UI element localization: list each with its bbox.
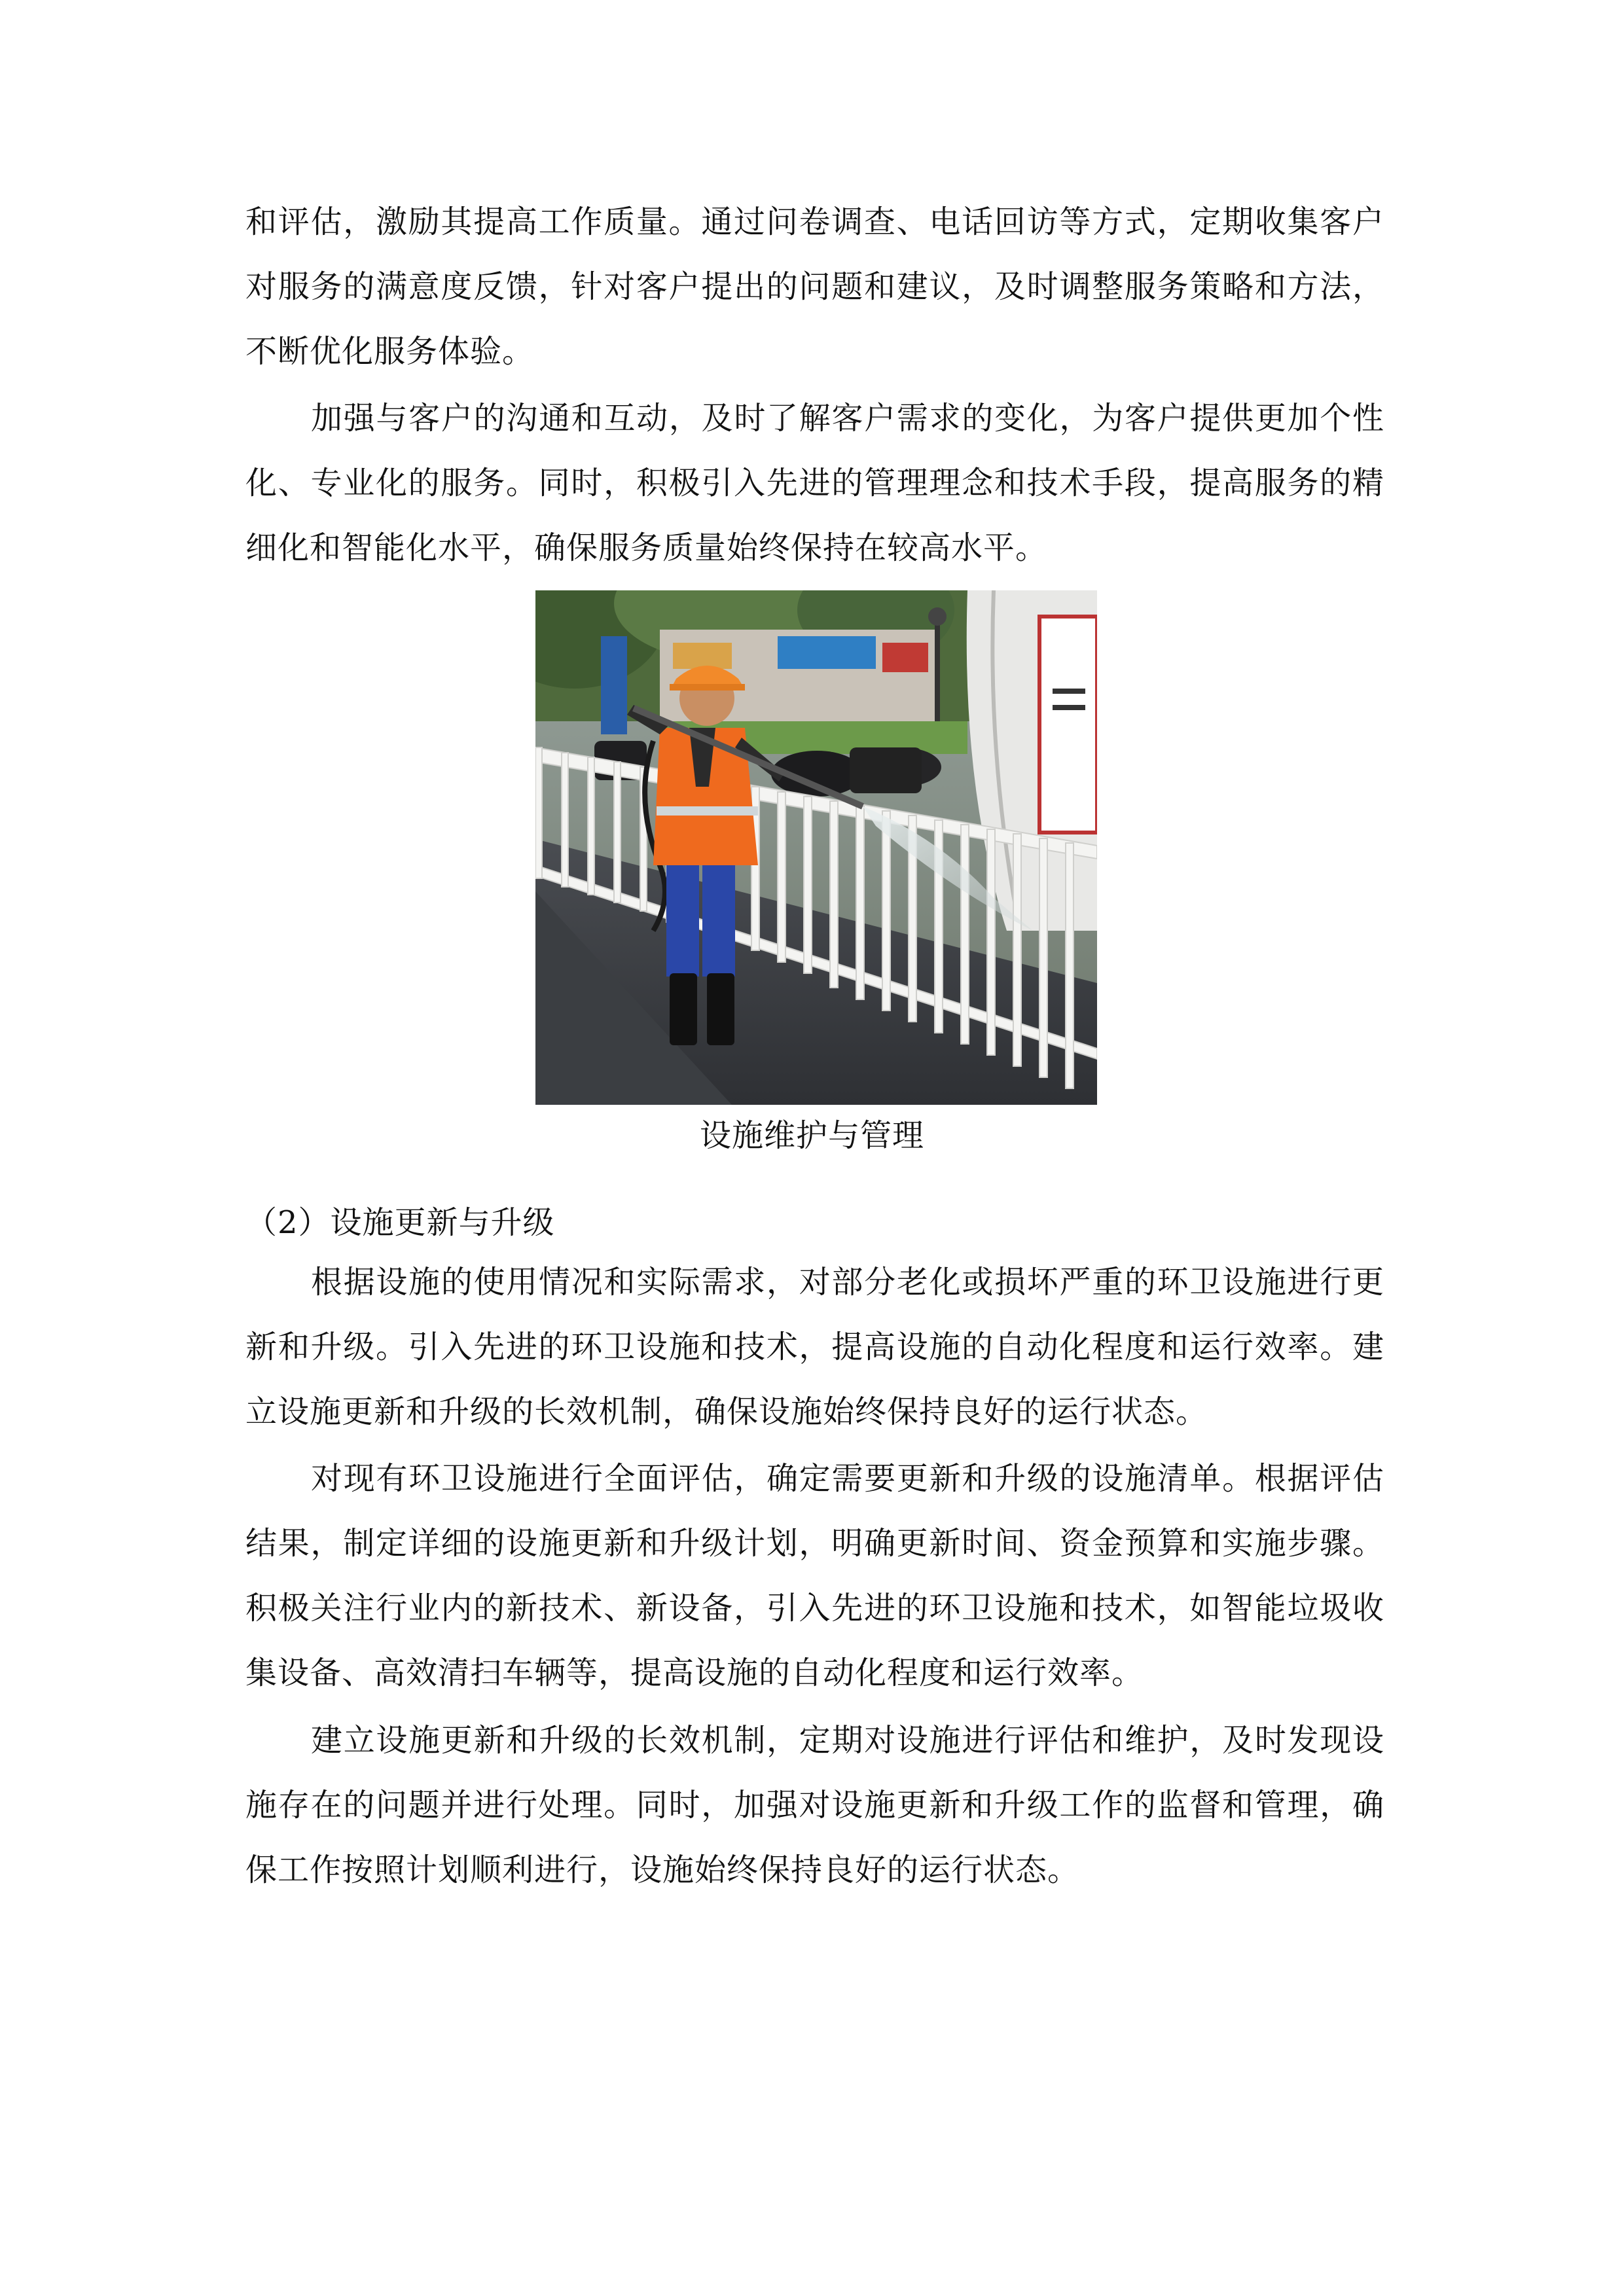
- intro-text-2: [245, 386, 1384, 581]
- paragraph: 建立设施更新和升级的长效机制，定期对设施进行评估和维护，及时发现设施存在的问题并进行处理。同时，加强对设施更新和升级工作的监督和管理，确保工作按照计划顺利进行，设施始终保持良好的运行状态。: [245, 1722, 1384, 1888]
- section-text-2: [245, 1446, 1384, 1706]
- paragraph: 对现有环卫设施进行全面评估，确定需要更新和升级的设施清单。根据评估结果，制定详细的设施更新和升级计划，明确更新时间、资金预算和实施步骤。积极关注行业内的新技术、新设备，引入先进的环卫设施和技术，如智能垃圾收集设备、高效清扫车辆等，提高设施的自动化程度和运行效率。: [245, 1460, 1384, 1691]
- paragraph: 加强与客户的沟通和互动，及时了解客户需求的变化，为客户提供更加个性化、专业化的服务。同时，积极引入先进的管理理念和技术手段，提高服务的精细化和智能化水平，确保服务质量始终保持在较高水平。: [245, 400, 1384, 566]
- figure-caption: 设施维护与管理: [699, 1117, 924, 1154]
- intro-text: [245, 190, 1384, 384]
- paragraph-continuation: 和评估，激励其提高工作质量。通过问卷调查、电话回访等方式，定期收集客户对服务的满意度反馈，针对客户提出的问题和建议，及时调整服务策略和方法，不断优化服务体验。: [245, 204, 1384, 370]
- sanitation-worker-photo: [535, 590, 1097, 1105]
- section-text-1: [245, 1250, 1384, 1444]
- paragraph: 根据设施的使用情况和实际需求，对部分老化或损坏严重的环卫设施进行更新和升级。引入先进的环卫设施和技术，提高设施的自动化程度和运行效率。建立设施更新和升级的长效机制，确保设施始终保持良好的运行状态。: [245, 1264, 1384, 1430]
- section-text-3: [245, 1708, 1384, 1903]
- section-heading: （2）设施更新与升级: [245, 1204, 555, 1241]
